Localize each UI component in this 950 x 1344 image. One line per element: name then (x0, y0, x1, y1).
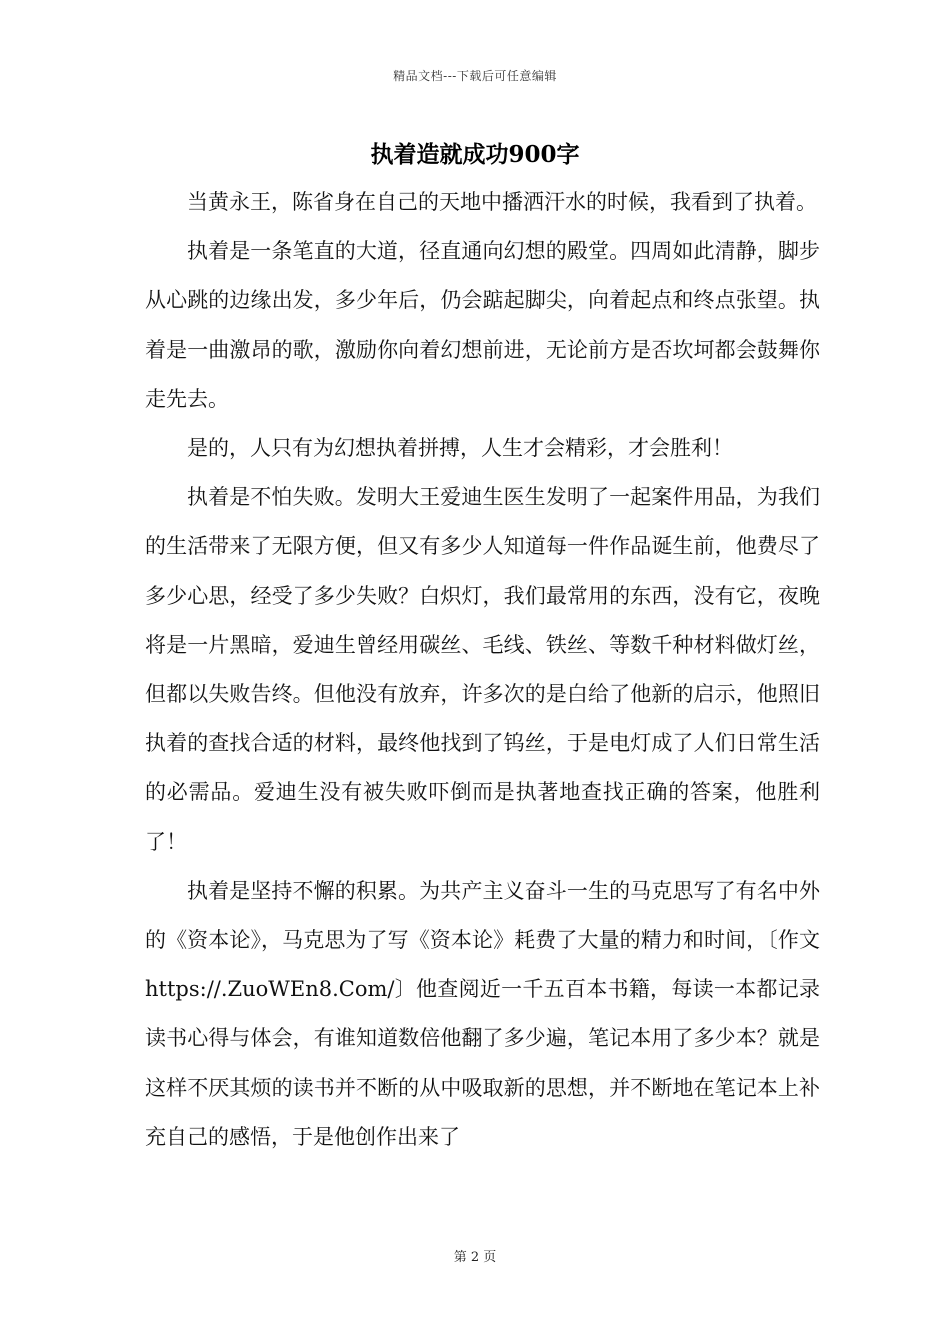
document-body (145, 178, 820, 1162)
paragraph: 执着是坚持不懈的积累。为共产主义奋斗一生的马克思写了有名中外的《资本论》，马克思为了写《资本论》耗费了大量的精力和时间，〔作文 https://.ZuoWEn8.Com/〕他查阅近一千五百本书籍，每读一本都记录读书心得与体会，有谁知道数倍他翻了多少遍，笔记本用了多少本？就是这样不厌其烦的读书并不断的从中吸取新的思想，并不断地在笔记本上补充自己的感悟，于是他创作出来了 (145, 878, 820, 1149)
document-title: 执着造就成功900字 (370, 141, 580, 168)
page-header: 精品文档---下载后可任意编辑 (393, 69, 557, 83)
paragraph: 执着是不怕失败。发明大王爱迪生医生发明了一起案件用品，为我们的生活带来了无限方便，但又有多少人知道每一件作品诞生前，他费尽了多少心思，经受了多少失败？白炽灯，我们最常用的东西，没有它，夜晚将是一片黑暗，爱迪生曾经用碳丝、毛线、铁丝、等数千种材料做灯丝，但都以失败告终。但他没有放弃，许多次的是白给了他新的启示，他照旧执着的查找合适的材料，最终他找到了钨丝，于是电灯成了人们日常生活的必需品。爱迪生没有被失败吓倒而是执著地查找正确的答案，他胜利了！ (145, 485, 820, 854)
page-number: 第 2 页 (453, 1250, 497, 1265)
paragraph: 当黄永王，陈省身在自己的天地中播洒汗水的时候，我看到了执着。 (187, 190, 817, 214)
paragraph: 是的，人只有为幻想执着拼搏，人生才会精彩，才会胜利！ (187, 436, 733, 461)
paragraph: 执着是一条笔直的大道，径直通向幻想的殿堂。四周如此清静，脚步从心跳的边缘出发，多少年后，仍会踮起脚尖，向着起点和终点张望。执着是一曲激昂的歌，激励你向着幻想前进，无论前方是否坎坷都会鼓舞你走先去。 (145, 239, 820, 411)
